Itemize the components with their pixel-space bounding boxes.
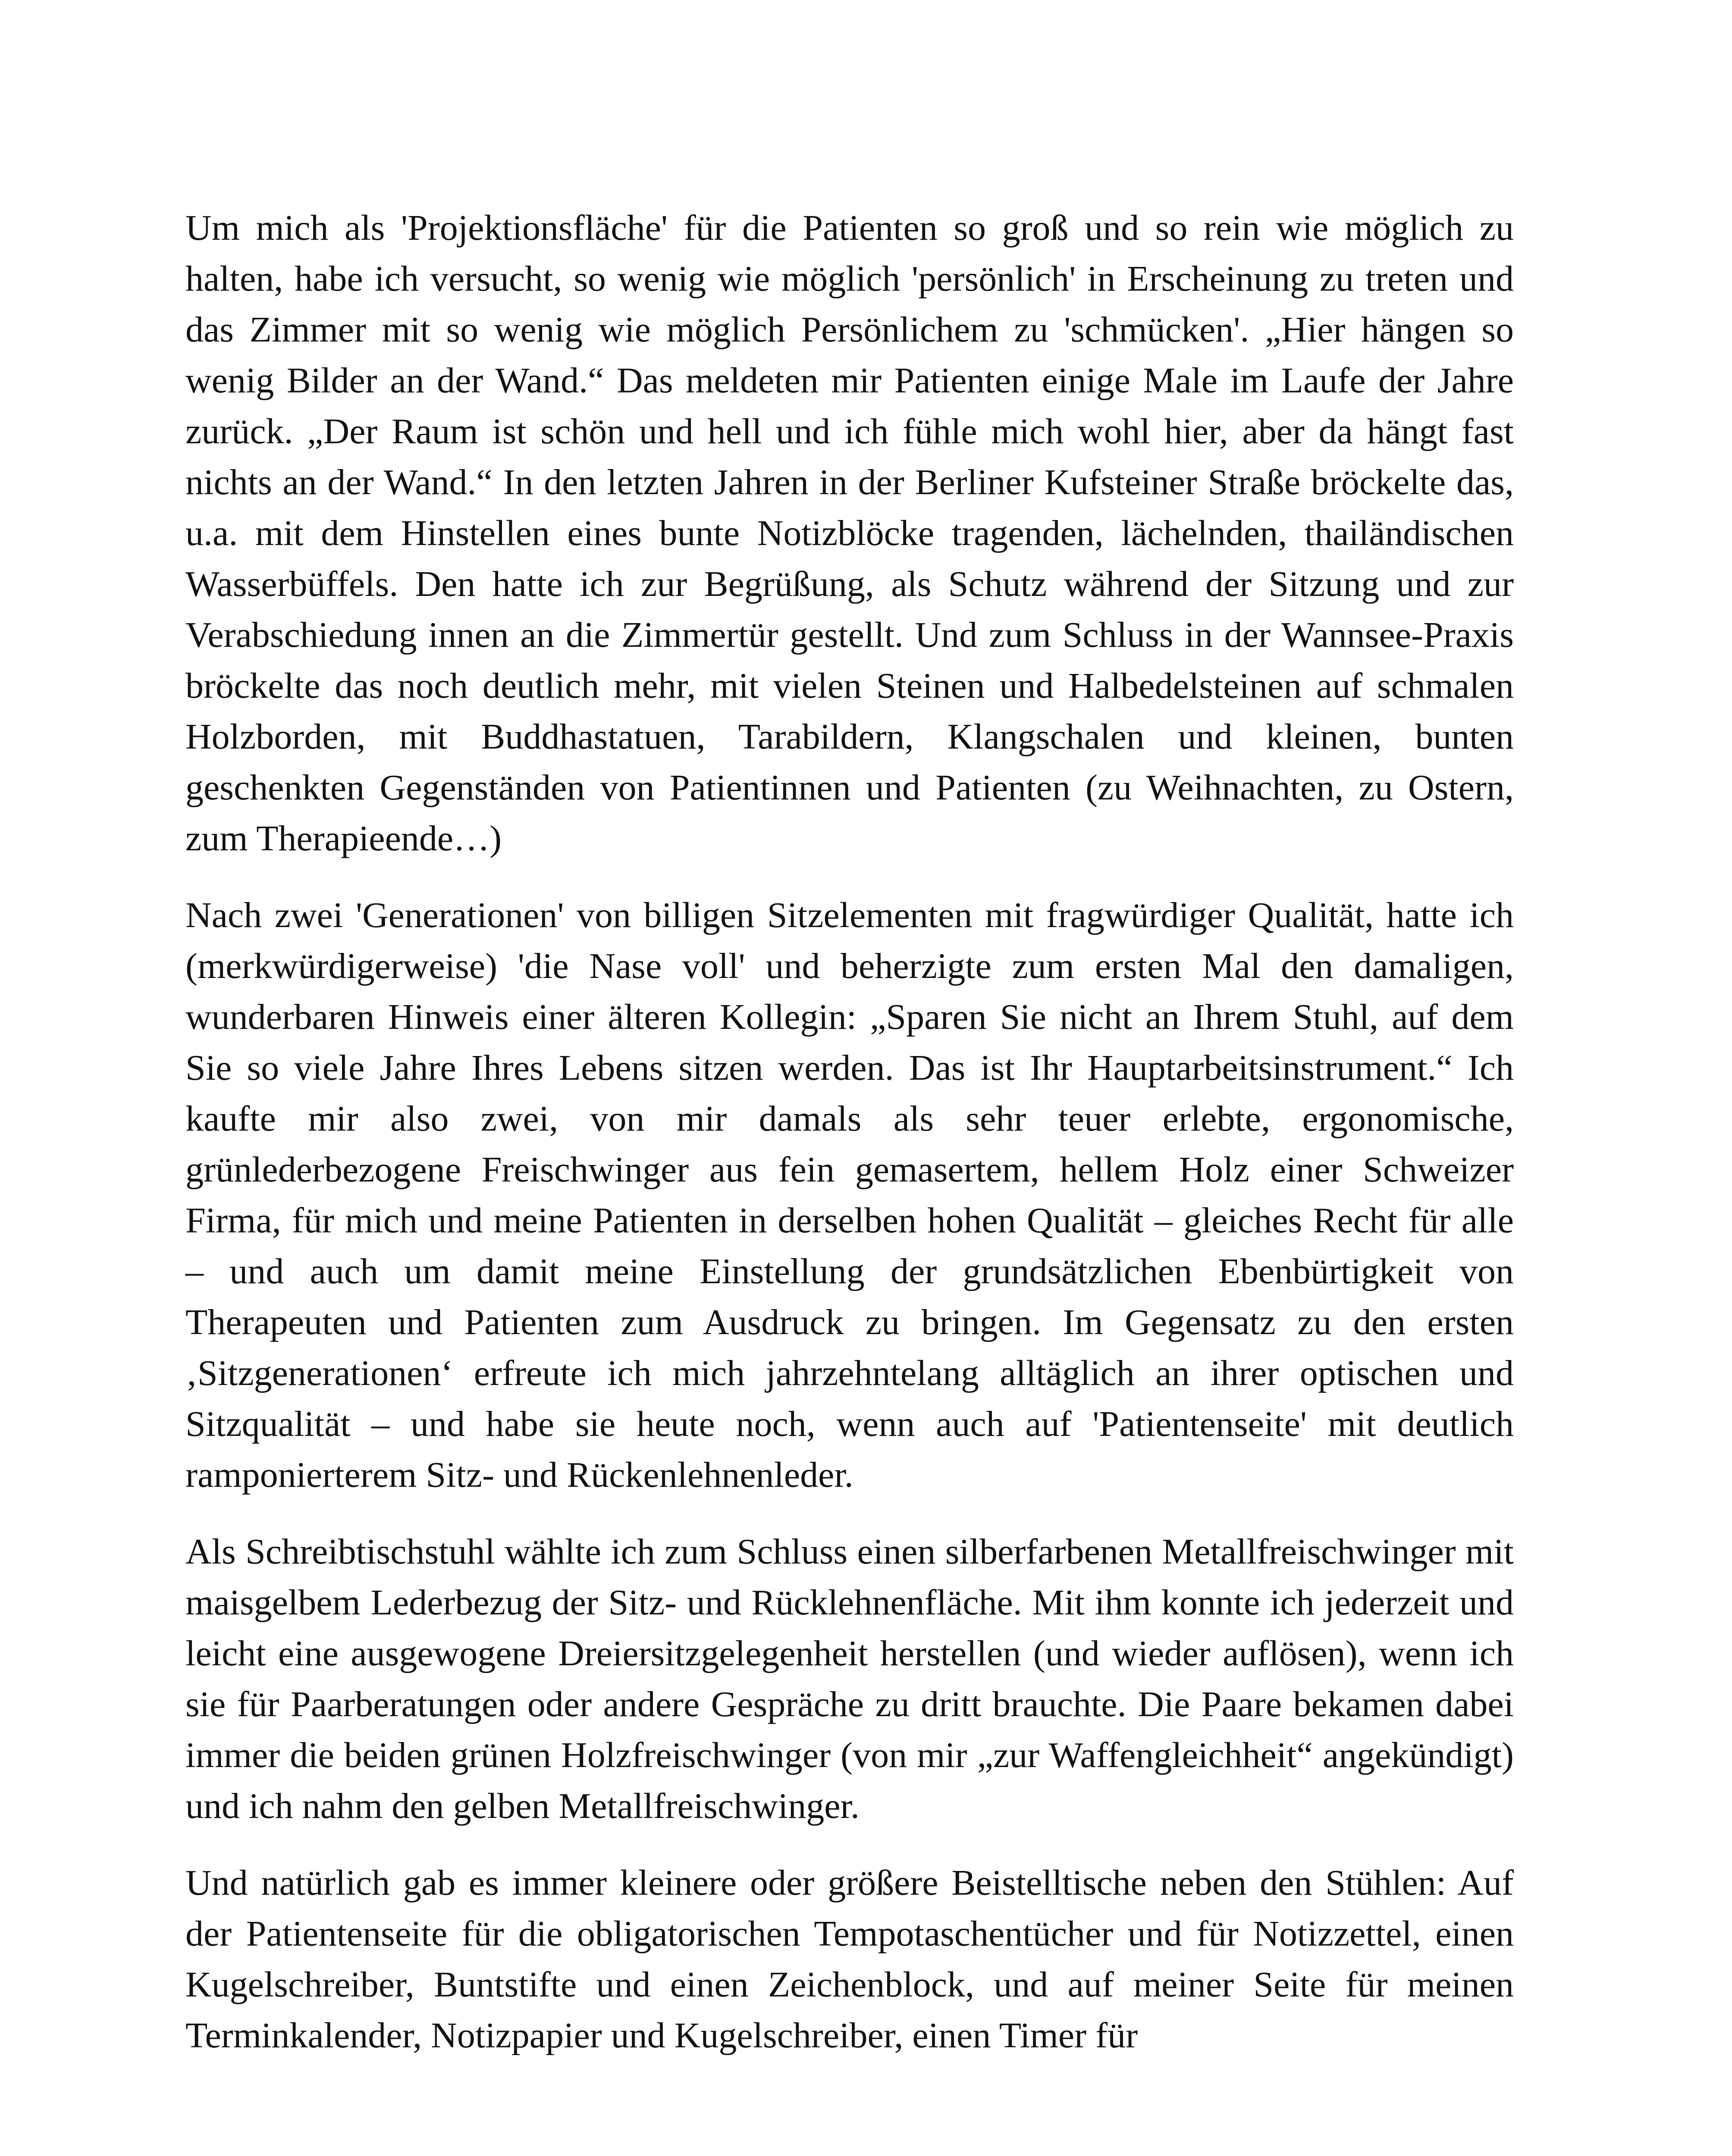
paragraph-3: Als Schreibtischstuhl wählte ich zum Schluss einen silberfarbenen Metallfreischwinger mit maisgelbem Lederbezug der Sitz- und Rücklehnenfläche. Mit ihm konnte ich jederzeit und leicht eine ausgewogene Dreiersitzgelegenheit herstellen (und wieder auflösen), wenn ich sie für Paarberatungen oder andere Gespräche zu dritt brauchte. Die Paare bekamen dabei immer die beiden grünen Holzfreischwinger (von mir „zur Waffengleichheit“ angekündigt) und ich nahm den gelben Metallfreischwinger. [185,1532,1514,1826]
paragraph-1: Um mich als 'Projektionsfläche' für die Patienten so groß und so rein wie möglich zu halten, habe ich versucht, so wenig wie möglich 'persönlich' in Erscheinung zu treten und das Zimmer mit so wenig wie möglich Persönlichem zu 'schmücken'. „Hier hängen so wenig Bilder an der Wand.“ Das meldeten mir Patienten einige Male im Laufe der Jahre zurück. „Der Raum ist schön und hell und ich fühle mich wohl hier, aber da hängt fast nichts an der Wand.“ In den letzten Jahren in der Berliner Kufsteiner Straße bröckelte das, u.a. mit dem Hinstellen eines bunte Notizblöcke tragenden, lächelnden, thailändischen Wasserbüffels. Den hatte ich zur Begrüßung, als Schutz während der Sitzung und zur Verabschiedung innen an die Zimmertür gestellt. Und zum Schluss in der Wannsee-Praxis bröckelte das noch deutlich mehr, mit vielen Steinen und Halbedelsteinen auf schmalen Holzborden, mit Buddhastatuen, Tarabildern, Klangschalen und kleinen, bunten geschenkten Gegenständen von Patientinnen und Patienten (zu Weihnachten, zu Ostern, zum Therapieende…) [185,208,1514,859]
body-text [185,203,1514,2087]
paragraph-4: Und natürlich gab es immer kleinere oder größere Beistelltische neben den Stühlen: Auf der Patientenseite für die obligatorischen Tempotaschentücher und für Notizzettel, einen Kugelschreiber, Buntstifte und einen Zeichenblock, und auf meiner Seite für meinen Terminkalender, Notizpapier und Kugelschreiber, einen Timer für [185,1863,1514,2056]
paragraph-2: Nach zwei 'Generationen' von billigen Sitzelementen mit fragwürdiger Qualität, hatte ich (merkwürdigerweise) 'die Nase voll' und beherzigte zum ersten Mal den damaligen, wunderbaren Hinweis einer älteren Kollegin: „Sparen Sie nicht an Ihrem Stuhl, auf dem Sie so viele Jahre Ihres Lebens sitzen werden. Das ist Ihr Hauptarbeitsinstrument.“ Ich kaufte mir also zwei, von mir damals als sehr teuer erlebte, ergonomische, grünlederbezogene Freischwinger aus fein gemasertem, hellem Holz einer Schweizer Firma, für mich und meine Patienten in derselben hohen Qualität – gleiches Recht für alle – und auch um damit meine Einstellung der grundsätzlichen Ebenbürtigkeit von Therapeuten und Patienten zum Ausdruck zu bringen. Im Gegensatz zu den ersten ‚Sitzgenerationen‘ erfreute ich mich jahrzehntelang alltäglich an ihrer optischen und Sitzqualität – und habe sie heute noch, wenn auch auf 'Patientenseite' mit deutlich ramponierterem Sitz- und Rückenlehnenleder. [185,895,1514,1495]
